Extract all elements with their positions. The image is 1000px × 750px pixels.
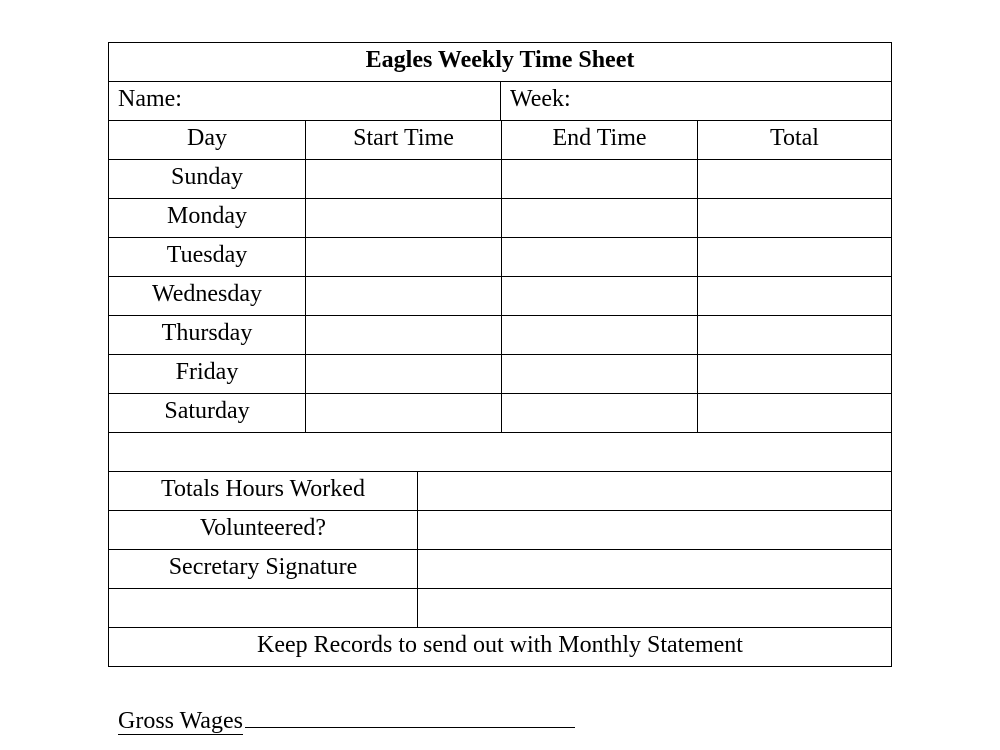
gross-wages-label: Gross Wages — [118, 708, 243, 734]
week-label[interactable]: Week: — [500, 82, 891, 120]
start-time-field[interactable] — [305, 355, 501, 393]
start-time-field[interactable] — [305, 160, 501, 198]
column-header-day: Day — [187, 125, 227, 151]
footer-note: Keep Records to send out with Monthly Statement — [257, 632, 743, 658]
total-hours-row — [108, 472, 892, 511]
start-time-field[interactable] — [305, 238, 501, 276]
signature-row — [108, 550, 892, 589]
end-time-field[interactable] — [501, 316, 697, 354]
day-label: Tuesday — [166, 242, 248, 268]
day-label: Wednesday — [151, 281, 263, 307]
end-time-field[interactable] — [501, 160, 697, 198]
title-row — [108, 42, 892, 82]
total-field[interactable] — [697, 160, 891, 198]
end-time-field[interactable] — [501, 199, 697, 237]
name-week-row — [108, 82, 892, 121]
volunteered-label: Volunteered? — [199, 515, 327, 541]
name-label[interactable]: Name: — [118, 86, 182, 112]
secretary-signature-label: Secretary Signature — [168, 554, 358, 580]
total-field[interactable] — [697, 238, 891, 276]
total-hours-label: Totals Hours Worked — [161, 476, 365, 502]
column-header-total: Total — [697, 121, 891, 159]
total-field[interactable] — [697, 277, 891, 315]
volunteered-row — [108, 511, 892, 550]
start-time-field[interactable] — [305, 394, 501, 432]
total-field[interactable] — [697, 394, 891, 432]
day-row-wednesday — [108, 277, 892, 316]
blank-label-cell — [109, 589, 417, 627]
day-row-monday — [108, 199, 892, 238]
end-time-field[interactable] — [501, 394, 697, 432]
footer-note-row — [108, 628, 892, 667]
total-field[interactable] — [697, 355, 891, 393]
column-header-start-time: Start Time — [305, 121, 501, 159]
day-label: Monday — [167, 203, 247, 229]
spacer-row — [108, 433, 892, 472]
day-row-sunday — [108, 160, 892, 199]
total-hours-field[interactable] — [417, 472, 891, 510]
total-field[interactable] — [697, 316, 891, 354]
day-label: Saturday — [164, 398, 250, 424]
end-time-field[interactable] — [501, 355, 697, 393]
end-time-field[interactable] — [501, 277, 697, 315]
blank-summary-row — [108, 589, 892, 628]
sheet-title: Eagles Weekly Time Sheet — [365, 47, 635, 73]
day-label: Thursday — [161, 320, 253, 346]
column-header-row — [108, 121, 892, 160]
start-time-field[interactable] — [305, 277, 501, 315]
volunteered-field[interactable] — [417, 511, 891, 549]
total-field[interactable] — [697, 199, 891, 237]
secretary-signature-field[interactable] — [417, 550, 891, 588]
day-label: Friday — [175, 359, 239, 385]
blank-value-cell[interactable] — [417, 589, 891, 627]
day-row-thursday — [108, 316, 892, 355]
day-row-friday — [108, 355, 892, 394]
day-row-tuesday — [108, 238, 892, 277]
column-header-end-time: End Time — [501, 121, 697, 159]
gross-wages-field[interactable] — [245, 707, 575, 728]
blank-cell — [109, 433, 891, 471]
time-sheet-table — [108, 42, 892, 667]
gross-wages — [118, 707, 575, 735]
end-time-field[interactable] — [501, 238, 697, 276]
start-time-field[interactable] — [305, 199, 501, 237]
day-row-saturday — [108, 394, 892, 433]
day-label: Sunday — [171, 164, 243, 190]
start-time-field[interactable] — [305, 316, 501, 354]
